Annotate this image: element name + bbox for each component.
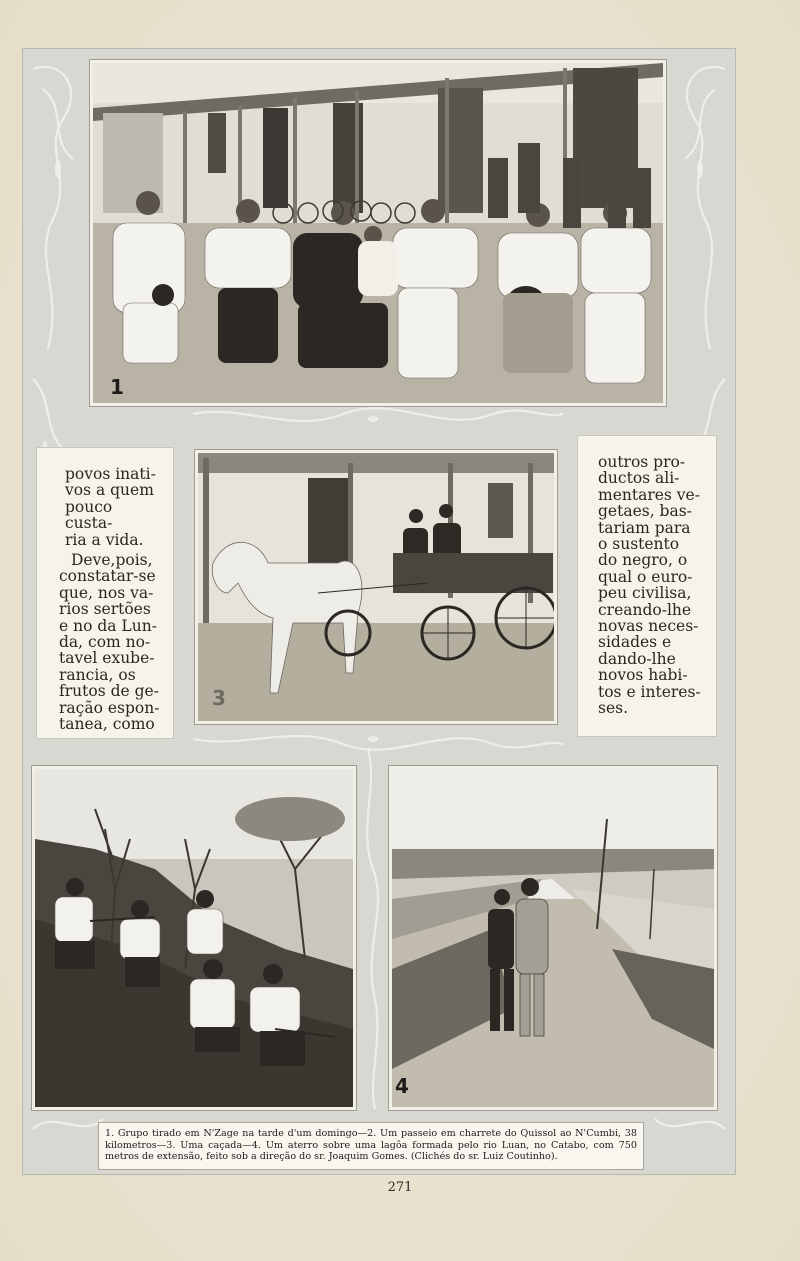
paragraph-left-1: povos inati- vos a quem pouco custa- ria a vida. bbox=[65, 465, 156, 549]
photo-caption: 1. Grupo tirado em N'Zage na tarde d'um domingo—2. Um passeio em charrete do Quissol ao N'Cumbi, 38 kilometros—3. Uma caçada—4. Um aterro sobre uma lagôa formada pelo rio Luan, no Catabo, com 750 metros de extensão, feito sob a direção do sr. Joaquim Gomes. (Clichés do sr. Luiz Coutinho). bbox=[98, 1122, 644, 1170]
plate-number-3: 3 bbox=[212, 686, 226, 710]
paragraph-left-2: Deve,pois, constatar-se que, nos va- rios sertões e no da Lun- da, com no- tavel exube- rancia, os frutos de ge- ração espon- tanea, como bbox=[59, 551, 160, 734]
text-column-right bbox=[577, 435, 717, 737]
photo-carriage-ride bbox=[195, 450, 557, 724]
plate-number-1: 1 bbox=[110, 375, 124, 399]
page-number: 271 bbox=[387, 1180, 413, 1195]
photo-embankment-luan bbox=[389, 766, 717, 1110]
text-column-left bbox=[36, 447, 174, 739]
plate-number-4: 4 bbox=[395, 1074, 409, 1098]
photo-hunting-party bbox=[32, 766, 356, 1110]
paragraph-right-1: outros pro- ductos ali- mentares ve- getaes, bas- tariam para o sustento do negro, o qual o euro- peu civilisa, creando-lhe novas neces- sidades e dando-lhe novos habi- tos e interes- ses. bbox=[598, 453, 701, 718]
photo-group-nzage bbox=[90, 60, 666, 406]
